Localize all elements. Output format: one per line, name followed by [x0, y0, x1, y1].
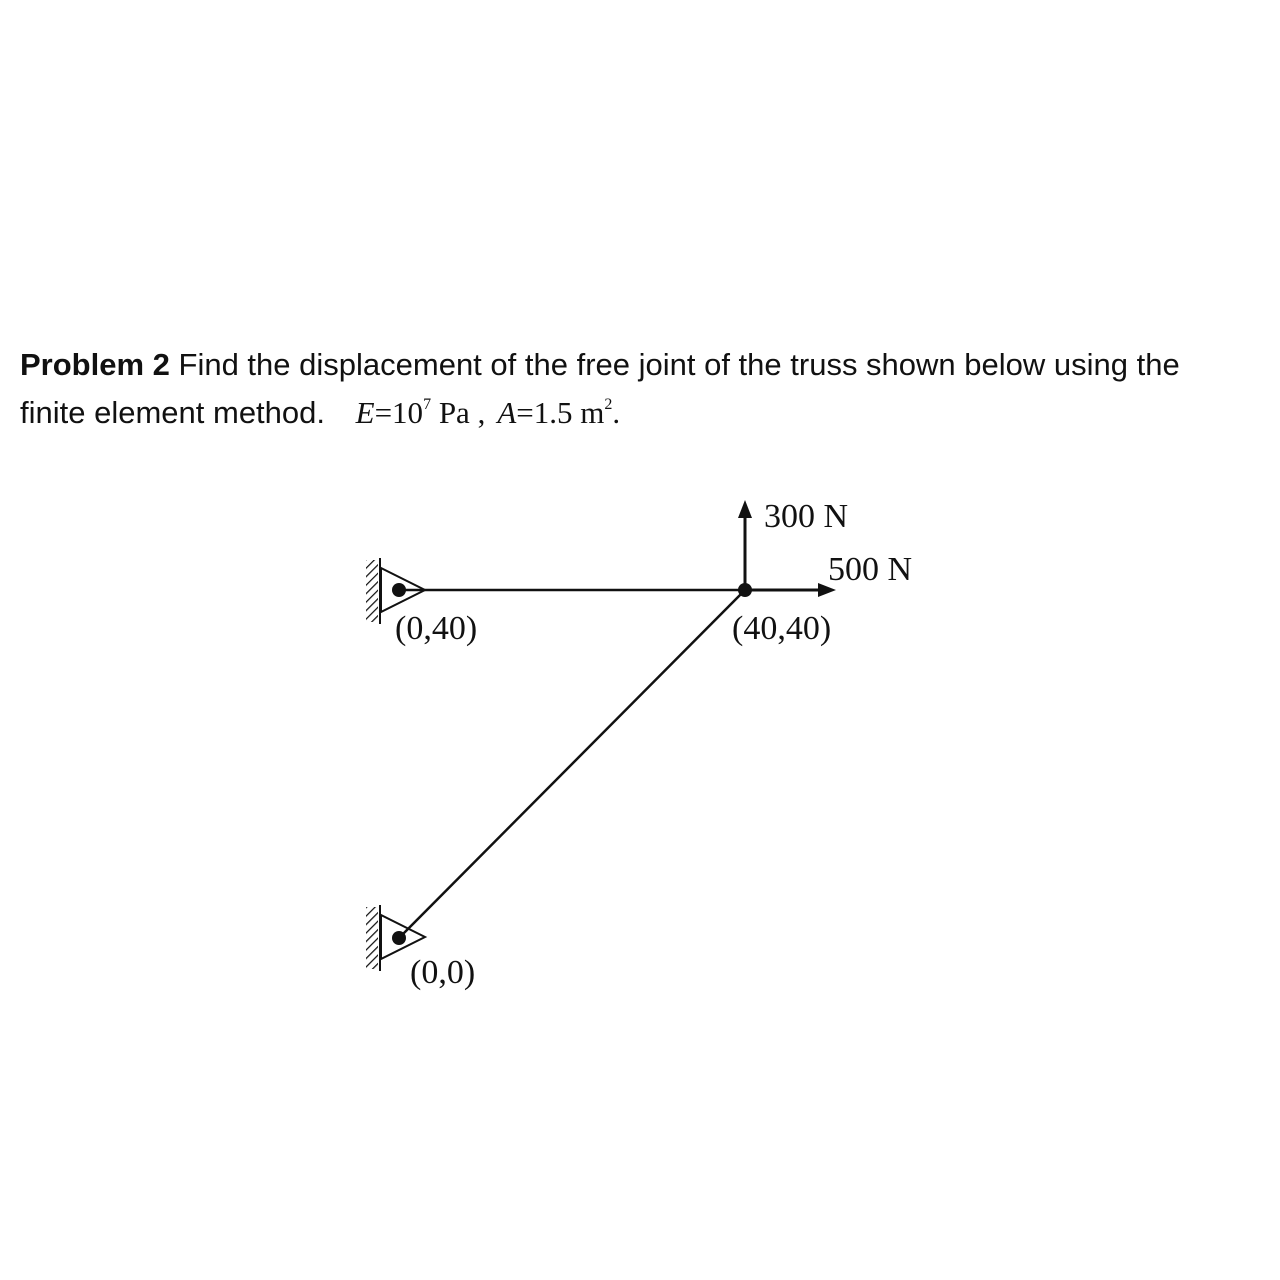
e-symbol: E [355, 395, 375, 430]
e-unit: Pa , [438, 395, 486, 430]
load-label-horizontal: 500 N [828, 551, 913, 588]
load-arrow-horizontal [745, 583, 836, 597]
e-value: =10 [374, 395, 424, 430]
support-hatch-top [366, 560, 378, 622]
a-value: =1.5 m [516, 395, 605, 430]
node-label-free-joint: (40,40) [732, 610, 832, 647]
node-label-bottom-left: (0,0) [410, 954, 476, 991]
a-symbol: A [497, 395, 517, 430]
e-exponent: 7 [423, 396, 432, 413]
problem-text-1: Find the displacement of the free joint of the truss shown below using the [178, 347, 1180, 382]
node-top-left [392, 583, 406, 597]
load-label-vertical: 300 N [764, 498, 849, 535]
support-hatch-bottom [366, 907, 378, 969]
load-arrow-vertical [738, 500, 752, 590]
node-bottom-left [392, 931, 406, 945]
end-period: . [612, 395, 621, 430]
a-exponent: 2 [604, 396, 613, 413]
node-label-top-left: (0,40) [395, 610, 478, 647]
problem-text-2: finite element method. [20, 395, 326, 430]
problem-heading: Problem 2 [20, 347, 170, 382]
